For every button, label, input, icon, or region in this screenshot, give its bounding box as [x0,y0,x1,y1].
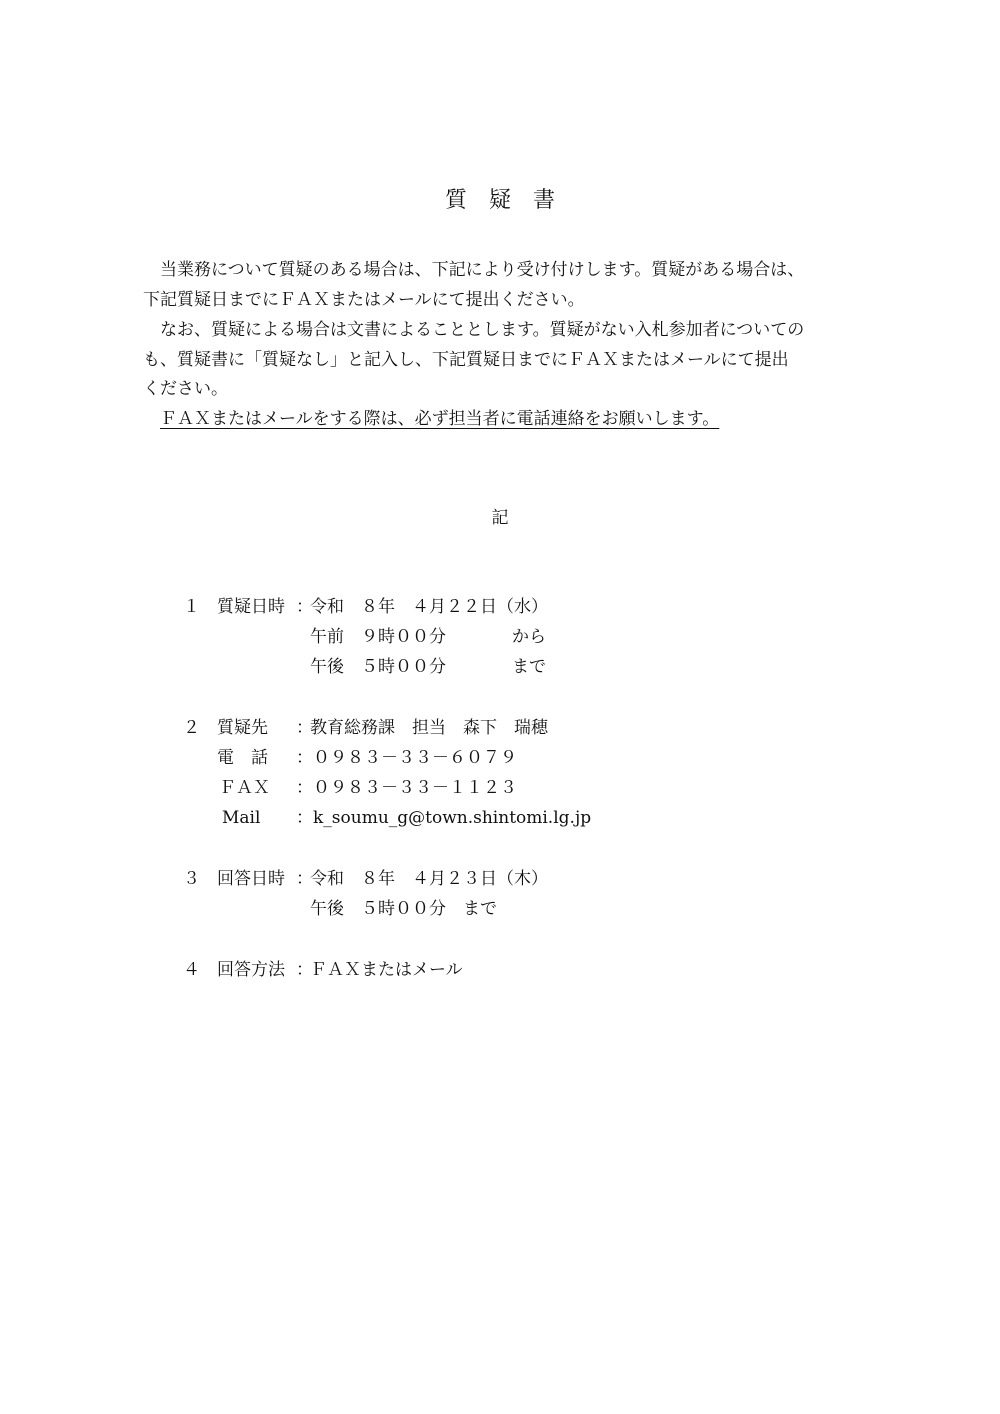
item4-colon: ： [296,960,313,980]
item2-value: 教育総務課 担当 森下 瑞穂 [310,718,548,738]
item2-number: ２ [183,718,200,738]
item1-start-time: 午前 ９時００分 [310,627,446,647]
fax-value: ：０９８３－３３－１１２３ [296,778,517,798]
intro-p2-line1: なお、質疑による場合は文書によることとします。質疑がない入札参加者についての [143,320,805,340]
intro-p2-line2: も、質疑書に「質疑なし」と記入し、下記質疑日までにＦＡＸまたはメールにて提出 [143,349,789,370]
item4-number: ４ [183,960,200,980]
ki-heading: 記 [491,508,509,528]
intro-paragraph-3 [143,405,873,435]
intro-paragraph-1 [143,256,873,315]
underlined-notice: ＦＡＸまたはメールをする際は、必ず担当者に電話連絡をお願いします。 [160,409,720,429]
item1-number: １ [183,597,200,617]
item1-end-suffix: まで [512,657,546,677]
item1-colon: ： [296,597,313,617]
phone-value: ：０９８３－３３－６０７９ [296,748,517,768]
intro-p2-line3: ください。 [143,379,228,399]
intro-p1-line2: 下記質疑日までにＦＡＸまたはメールにて提出ください。 [143,289,585,310]
item2-label: 質疑先 [217,718,268,738]
item3-time: 午後 ５時００分 まで [310,899,497,919]
item1-label: 質疑日時 [217,597,285,617]
fax-label: ＦＡＸ [219,778,270,798]
item3-label: 回答日時 [217,869,285,889]
item3-colon: ： [296,869,313,889]
item2-colon: ： [296,718,313,738]
item1-date: 令和 ８年 ４月２２日（水） [310,597,548,617]
mail-value: ：k_soumu_g@town.shintomi.lg.jp [296,808,592,828]
intro-p1-line1: 当業務について質疑のある場合は、下記により受け付けします。質疑がある場合は、 [143,260,805,280]
item1-start-suffix: から [512,627,546,647]
item4-label: 回答方法 [217,960,285,980]
item4-value: ＦＡＸまたはメール [310,960,463,980]
phone-label: 電 話 [217,748,268,768]
mail-label: Mail [222,808,261,828]
intro-paragraph-2 [143,316,873,405]
item3-number: ３ [183,869,200,889]
item3-date: 令和 ８年 ４月２３日（木） [310,869,548,889]
item1-end-time: 午後 ５時００分 [310,657,446,677]
document-title: 質 疑 書 [444,188,555,213]
